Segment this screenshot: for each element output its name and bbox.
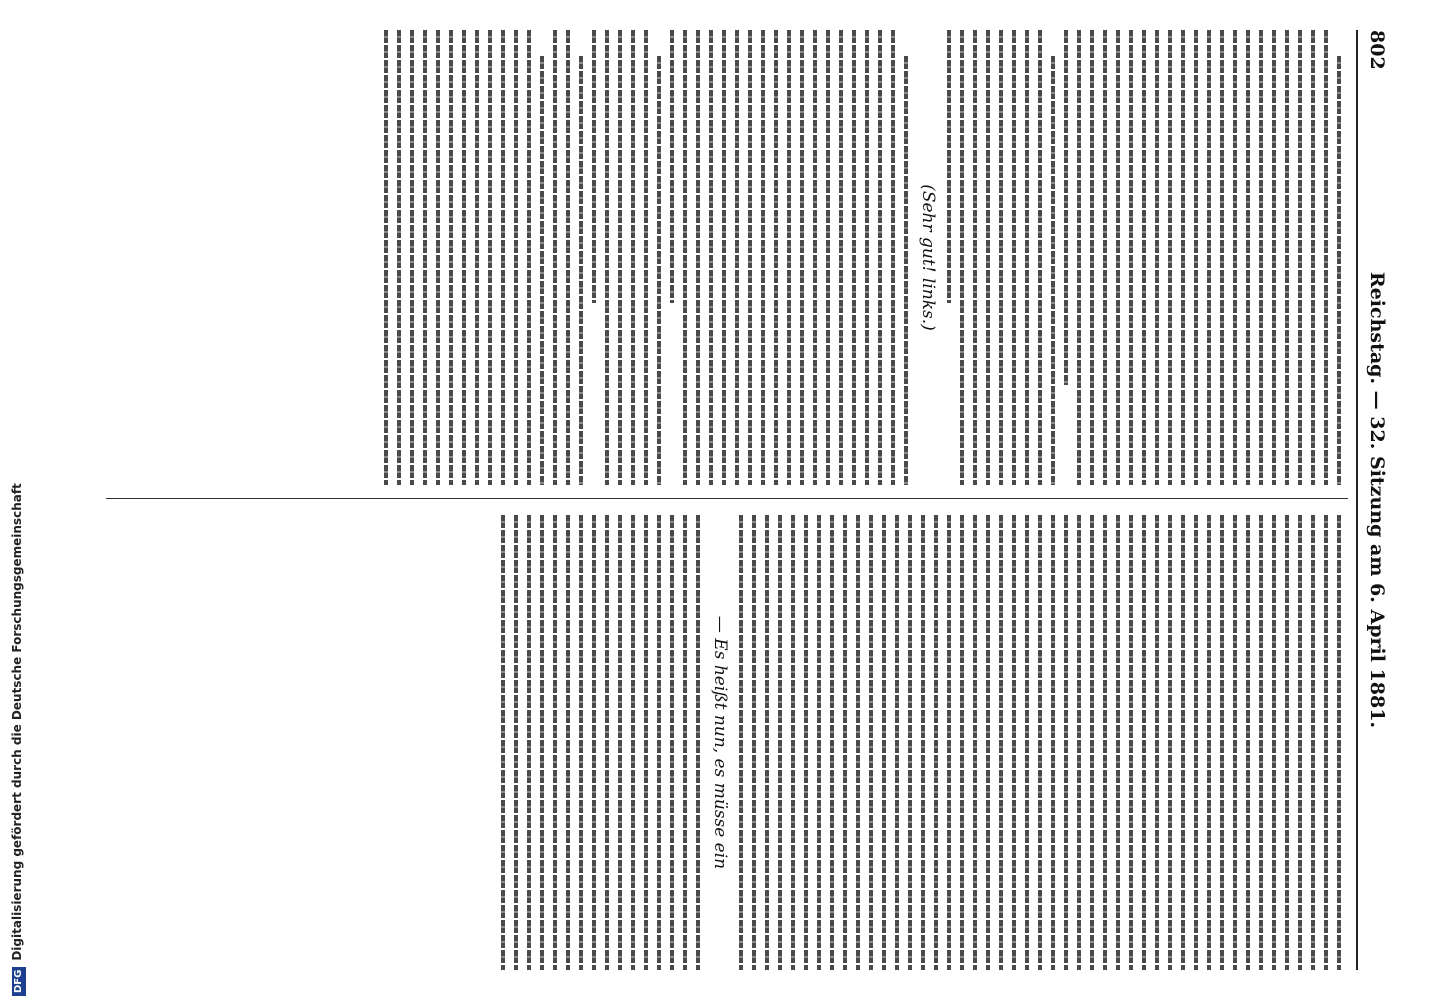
text-line bbox=[869, 515, 873, 970]
text-line bbox=[791, 515, 795, 970]
text-line bbox=[1298, 515, 1302, 970]
text-line bbox=[1194, 30, 1198, 485]
footer-strip bbox=[0, 0, 34, 1000]
text-line bbox=[1142, 515, 1146, 970]
running-title: Reichstag. — 32. Sitzung am 6. April 1881. bbox=[1366, 271, 1388, 729]
text-line bbox=[1233, 30, 1237, 485]
dash-note: — Es heißt nun, es müsse ein bbox=[710, 615, 730, 870]
text-line bbox=[1064, 515, 1068, 970]
text-line bbox=[696, 30, 700, 485]
text-line bbox=[1142, 30, 1146, 485]
text-line bbox=[1129, 30, 1133, 485]
text-line bbox=[1246, 30, 1250, 485]
text-line bbox=[1025, 515, 1029, 970]
text-line bbox=[1272, 30, 1276, 485]
text-line bbox=[973, 515, 977, 970]
text-line bbox=[1207, 515, 1211, 970]
document-page bbox=[86, 0, 1406, 1000]
text-line bbox=[423, 30, 427, 485]
text-line bbox=[501, 515, 505, 970]
text-line bbox=[605, 515, 609, 970]
text-line bbox=[397, 30, 401, 485]
text-line bbox=[882, 515, 886, 970]
text-line bbox=[761, 30, 765, 485]
footer-label: Digitalisierung gefördert durch die Deutsche Forschungsgemeinschaft bbox=[10, 483, 24, 961]
text-line bbox=[1077, 30, 1081, 485]
text-line bbox=[514, 30, 518, 485]
text-line bbox=[817, 515, 821, 970]
text-line bbox=[999, 515, 1003, 970]
text-line bbox=[986, 515, 990, 970]
text-line bbox=[895, 515, 899, 970]
text-line bbox=[657, 515, 661, 970]
page-header bbox=[1358, 30, 1388, 970]
text-line bbox=[934, 515, 938, 970]
text-line bbox=[1168, 30, 1172, 485]
text-line bbox=[592, 515, 596, 970]
text-line bbox=[540, 515, 544, 970]
text-line bbox=[1090, 30, 1094, 485]
text-line bbox=[960, 515, 964, 970]
text-line bbox=[566, 515, 570, 970]
text-line bbox=[501, 30, 505, 485]
text-line bbox=[1246, 515, 1250, 970]
text-line bbox=[960, 30, 964, 485]
text-line bbox=[1116, 30, 1120, 485]
text-line bbox=[1311, 515, 1315, 970]
text-line bbox=[1259, 30, 1263, 485]
text-line bbox=[1129, 515, 1133, 970]
text-line bbox=[436, 30, 440, 485]
text-line bbox=[1311, 30, 1315, 485]
text-line bbox=[856, 515, 860, 970]
text-line bbox=[1337, 515, 1341, 970]
text-line bbox=[618, 30, 622, 485]
text-line bbox=[1103, 515, 1107, 970]
text-line bbox=[1220, 30, 1224, 485]
text-line bbox=[765, 515, 769, 970]
text-line bbox=[527, 515, 531, 970]
text-line bbox=[865, 30, 869, 485]
text-line bbox=[696, 515, 700, 970]
header-rule bbox=[1356, 30, 1358, 970]
text-line bbox=[1324, 30, 1328, 485]
text-line bbox=[1220, 515, 1224, 970]
text-line bbox=[566, 30, 570, 485]
text-line bbox=[1012, 515, 1016, 970]
text-line bbox=[670, 30, 674, 303]
text-line bbox=[1194, 515, 1198, 970]
text-line bbox=[644, 30, 648, 485]
text-line bbox=[908, 515, 912, 970]
text-line bbox=[1051, 56, 1055, 485]
text-line bbox=[1285, 515, 1289, 970]
text-line bbox=[986, 30, 990, 485]
text-line bbox=[999, 30, 1003, 485]
text-line bbox=[1181, 30, 1185, 485]
text-line bbox=[1155, 515, 1159, 970]
text-line bbox=[852, 30, 856, 485]
text-line bbox=[1038, 515, 1042, 970]
text-line bbox=[1090, 515, 1094, 970]
text-line bbox=[553, 515, 557, 970]
text-line bbox=[1116, 515, 1120, 970]
text-line bbox=[579, 515, 583, 970]
text-line bbox=[722, 30, 726, 485]
right-column bbox=[106, 515, 1348, 970]
text-line bbox=[384, 30, 388, 485]
text-line bbox=[514, 515, 518, 970]
text-line bbox=[804, 515, 808, 970]
text-line bbox=[605, 30, 609, 485]
text-line bbox=[644, 515, 648, 970]
text-line bbox=[553, 30, 557, 485]
text-line bbox=[709, 30, 713, 485]
text-line bbox=[527, 30, 531, 485]
text-line bbox=[1103, 30, 1107, 485]
page-number: 802 bbox=[1366, 30, 1388, 70]
text-line bbox=[488, 30, 492, 485]
text-line bbox=[683, 30, 687, 485]
text-line bbox=[748, 30, 752, 485]
text-line bbox=[1324, 515, 1328, 970]
text-line bbox=[778, 515, 782, 970]
left-column bbox=[106, 30, 1348, 485]
text-line bbox=[1064, 30, 1068, 385]
text-line bbox=[830, 515, 834, 970]
text-line bbox=[735, 30, 739, 485]
text-line bbox=[752, 515, 756, 970]
text-line bbox=[1038, 30, 1042, 485]
text-line bbox=[878, 30, 882, 485]
text-line bbox=[1168, 515, 1172, 970]
text-line bbox=[540, 56, 544, 485]
text-line bbox=[1259, 515, 1263, 970]
text-line bbox=[739, 515, 743, 970]
text-line bbox=[787, 30, 791, 485]
text-line bbox=[800, 30, 804, 485]
text-line bbox=[947, 515, 951, 970]
text-line bbox=[904, 56, 908, 485]
text-line bbox=[657, 56, 661, 485]
text-line bbox=[891, 30, 895, 485]
column-divider bbox=[106, 498, 1348, 499]
text-line bbox=[774, 30, 778, 485]
text-line bbox=[1051, 515, 1055, 970]
text-line bbox=[843, 515, 847, 970]
text-line bbox=[1298, 30, 1302, 485]
text-line bbox=[1272, 515, 1276, 970]
text-line bbox=[1012, 30, 1016, 485]
text-line bbox=[947, 30, 951, 303]
text-line bbox=[579, 56, 583, 485]
text-line bbox=[683, 515, 687, 970]
text-line bbox=[670, 515, 674, 970]
text-line bbox=[826, 30, 830, 485]
text-line bbox=[462, 30, 466, 485]
text-line bbox=[1077, 515, 1081, 970]
text-line bbox=[1285, 30, 1289, 485]
text-line bbox=[475, 30, 479, 485]
text-line bbox=[921, 515, 925, 970]
text-line bbox=[1155, 30, 1159, 485]
text-line bbox=[631, 30, 635, 485]
dfg-logo: DFG bbox=[12, 967, 26, 996]
text-line bbox=[1025, 30, 1029, 485]
text-line bbox=[1233, 515, 1237, 970]
text-line bbox=[1181, 515, 1185, 970]
text-line bbox=[973, 30, 977, 485]
text-line bbox=[1337, 56, 1341, 485]
text-line bbox=[839, 30, 843, 485]
text-line bbox=[631, 515, 635, 970]
text-line bbox=[410, 30, 414, 485]
text-line bbox=[592, 30, 596, 303]
footer-text bbox=[4, 36, 30, 996]
interjection: (Sehr gut! links.) bbox=[918, 184, 938, 331]
text-line bbox=[618, 515, 622, 970]
text-line bbox=[1207, 30, 1211, 485]
text-line bbox=[813, 30, 817, 485]
text-line bbox=[449, 30, 453, 485]
